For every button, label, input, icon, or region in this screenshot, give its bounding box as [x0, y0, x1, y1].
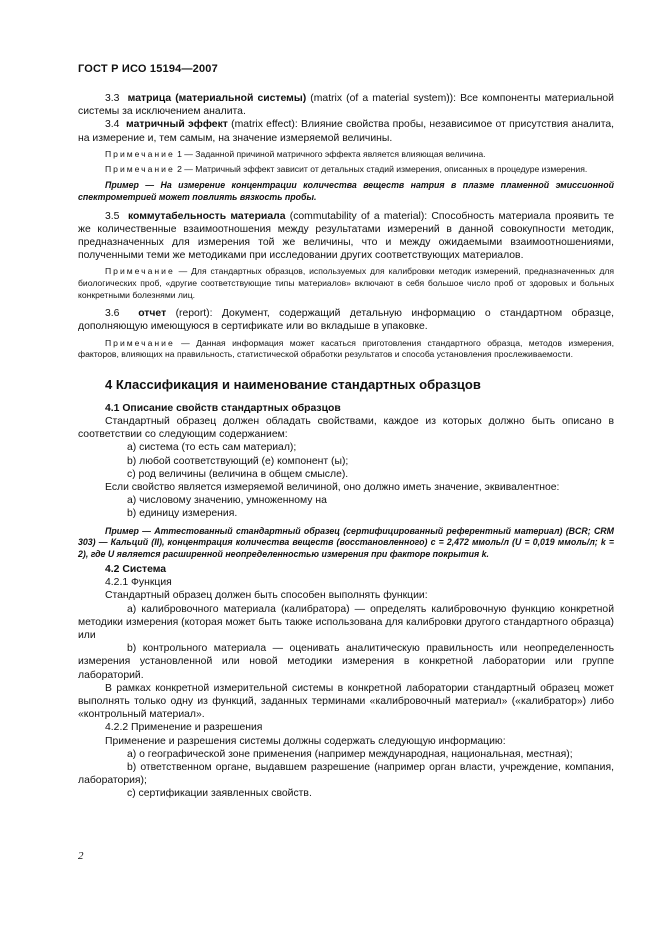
paragraph: Если свойство является измеряемой величиной, оно должно иметь значение, эквивалентное:: [105, 482, 560, 493]
subsection-heading-4-1: 4.1 Описание свойств стандартных образцов: [105, 402, 341, 414]
list-item: b) любой соответствующий (е) компонент (ы);: [127, 455, 349, 467]
paragraph: Стандартный образец должен быть способен выполнять функции:: [105, 590, 428, 602]
note-text: 2 — Матричный эффект зависит от детальных стадий измерения, описанных в процедуре измерения.: [177, 164, 588, 175]
term: матричный эффект: [126, 119, 228, 131]
term: коммутабельность материала: [127, 210, 286, 222]
clause-heading-4-2-2: 4.2.2 Применение и разрешения: [105, 722, 263, 734]
clause-number: 3.4: [105, 119, 120, 131]
paragraph: Применение и разрешения системы должны содержать следующую информацию:: [105, 735, 506, 747]
list-item: c) сертификации заявленных свойств.: [127, 788, 312, 800]
definition-text: (report): Документ, содержащий детальную информацию о стандартном образце, дополняющую имеющуюся в сертификате или во вкладыше в упаковке.: [78, 308, 614, 333]
definition-3-3: [78, 92, 614, 118]
note-label: Примечание: [105, 266, 175, 277]
definition-3-6: [78, 307, 614, 333]
clause-number: 3.5: [105, 210, 120, 222]
definition-text: (matrix effect): Влияние свойства пробы, независимое от присутствия аналита, на измерение и, тем самым, на значение измеряемой величины.: [78, 119, 615, 144]
example-4-1: Пример — Аттестованный стандартный образец (сертифицированный референтный материал) (BCR; CRM 303) — Кальций (II), концентрация количества веществ (восстановленного) c = 2,472 ммоль/л (U = 0,019 ммоль/л; k = 2), где U является расширенной неопределенностью измерения при факторе покрытия k.: [78, 525, 614, 560]
note-3-5: [78, 266, 614, 301]
term: отчет: [138, 308, 167, 320]
section-heading-4: 4 Классификация и наименование стандартных образцов: [105, 376, 481, 392]
definition-text: (matrix (of a material system)): Все компоненты материальной системы за исключением аналита.: [78, 93, 614, 118]
page-number: 2: [78, 850, 84, 862]
note-label: Примечание: [105, 164, 175, 175]
note-3-4-2: [78, 164, 614, 176]
paragraph: Стандартный образец должен обладать свойствами, каждое из которых должно быть описано в соответствии со следующим содержанием:: [78, 415, 614, 441]
clause-heading-4-2-1: 4.2.1 Функция: [105, 577, 172, 589]
list-item: a) о географической зоне применения (например международная, национальная, местная);: [127, 748, 573, 760]
list-item: a) система (то есть сам материал);: [127, 442, 297, 454]
list-item: a) калибровочного материала (калибратора) — определять калибровочную функцию конкретной методики измерения (которая может быть также использована для калибровки другого стандартного образца) или: [78, 603, 614, 642]
note-text: — Для стандартных образцов, используемых для калибровки методик измерений, предназначенных для биологических проб, «другие соответствующие типы материалов» включают в себя большое число проб от здоровых и больных конкретными болезнями лиц.: [78, 266, 615, 300]
document-body: [78, 92, 614, 801]
example-3-4: Пример — На измерение концентрации количества веществ натрия в плазме пламенной эмиссионной спектрометрией может повлиять вязкость пробы.: [78, 180, 614, 202]
term: матрица (материальной системы): [127, 93, 307, 104]
clause-number: 3.6: [105, 308, 120, 320]
definition-3-4: [78, 118, 614, 144]
paragraph: В рамках конкретной измерительной системы в конкретной лаборатории стандартный образец может выполнять только одну из функций, заданных терминами «калибровочный материал» («калибратор») либо «контрольный материал».: [78, 682, 614, 721]
note-text: — Данная информация может касаться приготовления стандартного образца, методов измерения, факторов, влияющих на правильность, статистической обработки результатов и способа установления прослеживаемости.: [78, 337, 614, 360]
clause-number: 3.3: [105, 93, 120, 104]
definition-3-5: [78, 210, 614, 263]
page-header-title: ГОСТ Р ИСО 15194—2007: [78, 63, 218, 75]
subsection-heading-4-2: 4.2 Система: [105, 564, 167, 575]
list-item: b) ответственном органе, выдавшем разрешение (например орган власти, учреждение, компания, лаборатория);: [78, 762, 614, 787]
note-3-6: [78, 338, 614, 361]
note-3-4-1: [78, 149, 614, 161]
note-label: Примечание: [105, 337, 175, 348]
note-text: 1 — Заданной причиной матричного эффекта является влияющая величина.: [177, 148, 486, 159]
list-item: b) единицу измерения.: [127, 508, 238, 520]
list-item: b) контрольного материала — оценивать аналитическую правильность или неопределенность измерения установленной или новой методики измерения в конкретной лаборатории или группе лабораторий.: [78, 643, 614, 681]
list-item: a) числовому значению, умноженному на: [127, 495, 327, 507]
list-item: c) род величины (величина в общем смысле).: [127, 468, 349, 480]
note-label: Примечание: [105, 148, 175, 159]
definition-text: (commutability of a material): Способность материала проявить те же количественные взаимоотношения между результатами измерений в данной совокупности методик, предназначенных для измерения той же величины, что и между ожидаемыми взаимоотношениями, полученными теми же методиками при исследовании других соответствующих материалов.: [78, 210, 615, 262]
